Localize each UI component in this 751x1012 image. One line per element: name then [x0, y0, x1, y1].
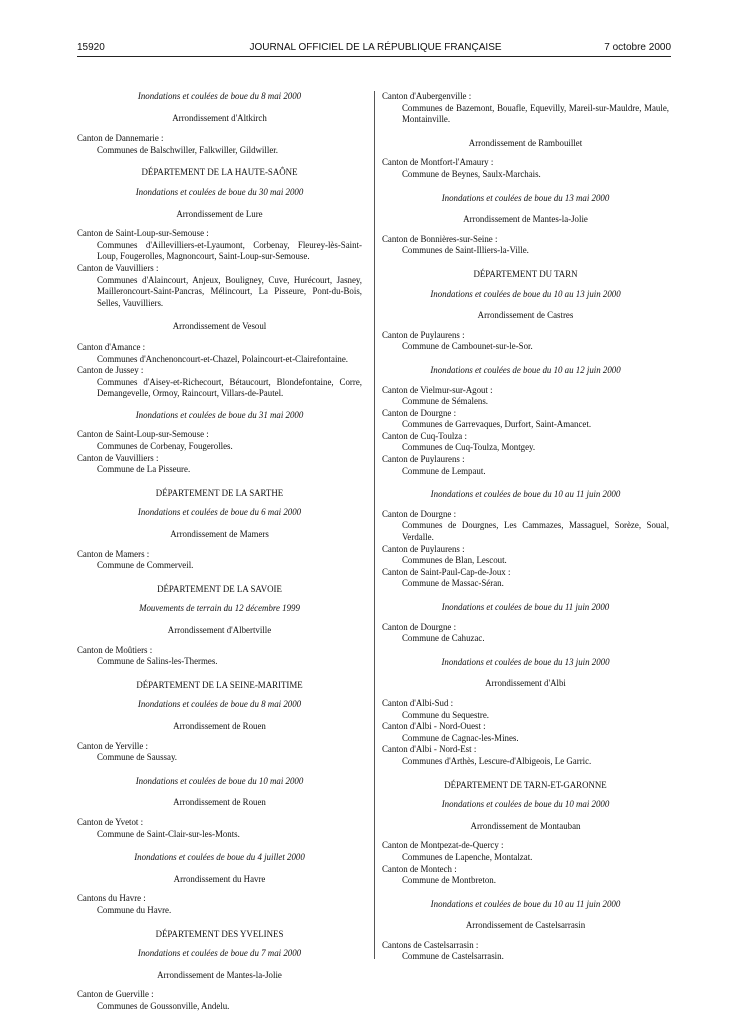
event-heading: Inondations et coulées de boue du 13 mai 2000 [441, 192, 610, 203]
arrondissement-heading: Arrondissement de Castres [477, 310, 574, 321]
arrondissement-heading: Arrondissement de Lure [176, 208, 263, 219]
left-column [77, 91, 362, 1012]
event-heading: Inondations et coulées de boue du 7 mai 2000 [137, 948, 302, 959]
communes-line: Commune de Cagnac-les-Mines. [402, 732, 519, 743]
canton-line: Canton de Montech : [382, 863, 457, 874]
arrondissement-heading: Arrondissement de Mantes-la-Jolie [157, 969, 282, 980]
communes-line: Communes de Garrevaques, Durfort, Saint-Amancet. [402, 419, 592, 430]
event-heading: Inondations et coulées de boue du 10 au 11 juin 2000 [430, 898, 621, 909]
department-heading: DÉPARTEMENT DES YVELINES [155, 928, 284, 939]
department-heading: DÉPARTEMENT DE TARN-ET-GARONNE [444, 779, 607, 790]
communes-line: Communes de Saint-Illiers-la-Ville. [402, 245, 529, 256]
event-heading: Inondations et coulées de boue du 13 juin 2000 [441, 656, 610, 667]
arrondissement-heading: Arrondissement de Rouen [173, 797, 266, 808]
canton-line: Canton de Vielmur-sur-Agout : [382, 384, 493, 395]
canton-line: Canton de Saint-Loup-sur-Semouse : [77, 429, 209, 440]
event-heading: Inondations et coulées de boue du 30 mai 2000 [135, 186, 304, 197]
canton-line: Canton de Montfort-l'Amaury : [382, 157, 494, 168]
communes-line: Communes de Lapenche, Montalzat. [402, 851, 533, 862]
event-heading: Inondations et coulées de boue du 10 mai 2000 [441, 799, 610, 810]
department-heading: DÉPARTEMENT DE LA SEINE-MARITIME [136, 679, 303, 690]
event-heading: Mouvements de terrain du 12 décembre 1999 [139, 603, 300, 614]
communes-line: Commune du Havre. [97, 904, 172, 915]
communes-line: Commune du Sequestre. [402, 709, 490, 720]
communes-line: Commune de Cahuzac. [402, 633, 485, 644]
communes-line: Commune de Cambounet-sur-le-Sor. [402, 341, 533, 352]
communes-line: Communes d'Anchenoncourt-et-Chazel, Polaincourt-et-Clairefontaine. [97, 353, 349, 364]
department-heading: DÉPARTEMENT DE LA HAUTE-SAÔNE [141, 167, 298, 178]
communes-line: Communes de Bazemont, Bouafle, Equevilly, Mareil-sur-Mauldre, Maule, Montainville. [402, 102, 669, 125]
canton-line: Canton de Guerville : [77, 989, 154, 1000]
communes-line: Communes d'Aisey-et-Richecourt, Bétaucourt, Blondefontaine, Corre, Demangevelle, Ormoy, Raincourt, Villars-de-Pautel. [97, 376, 362, 399]
communes-line: Commune de Sémalens. [402, 396, 489, 407]
canton-line: Canton de Puylaurens : [382, 454, 465, 465]
canton-line: Canton de Vauvilliers : [77, 262, 159, 273]
canton-line: Canton d'Amance : [77, 341, 146, 352]
canton-line: Cantons de Castelsarrasin : [382, 939, 479, 950]
arrondissement-heading: Arrondissement de Rambouillet [468, 137, 583, 148]
arrondissement-heading: Arrondissement de Mantes-la-Jolie [463, 214, 588, 225]
arrondissement-heading: Arrondissement d'Albi [485, 678, 566, 689]
communes-line: Commune de Commerveil. [97, 560, 194, 571]
canton-line: Canton de Bonnières-sur-Seine : [382, 233, 498, 244]
event-heading: Inondations et coulées de boue du 10 mai 2000 [135, 775, 304, 786]
arrondissement-heading: Arrondissement d'Altkirch [172, 112, 267, 123]
canton-line: Canton d'Aubergenville : [382, 91, 472, 101]
communes-line: Commune de Castelsarrasin. [402, 951, 504, 962]
event-heading: Inondations et coulées de boue du 6 mai 2000 [137, 507, 302, 518]
communes-line: Communes de Cuq-Toulza, Montgey. [402, 442, 536, 453]
canton-line: Canton de Dourgne : [382, 407, 457, 418]
canton-line: Canton de Jussey : [77, 365, 144, 376]
canton-line: Canton de Cuq-Toulza : [382, 430, 467, 441]
department-heading: DÉPARTEMENT DU TARN [473, 268, 578, 279]
event-heading: Inondations et coulées de boue du 8 mai 2000 [137, 699, 302, 710]
canton-line: Canton de Dourgne : [382, 508, 457, 519]
event-heading: Inondations et coulées de boue du 11 juin 2000 [441, 602, 610, 612]
canton-line: Canton de Saint-Paul-Cap-de-Joux : [382, 566, 511, 577]
canton-line: Cantons du Havre : [77, 893, 146, 904]
event-heading: Inondations et coulées de boue du 4 juillet 2000 [134, 852, 305, 863]
right-column [382, 91, 669, 963]
canton-line: Canton de Saint-Loup-sur-Semouse : [77, 228, 209, 239]
header-rule [77, 56, 671, 57]
canton-line: Canton de Mamers : [77, 548, 150, 559]
communes-line: Commune de Massac-Séran. [402, 578, 504, 589]
communes-line: Commune de Beynes, Saulx-Marchais. [402, 168, 541, 179]
communes-line: Communes d'Alaincourt, Anjeux, Bouligney, Cuve, Hurécourt, Jasney, Mailleroncourt-Saint-Pancras, Mélincourt, La Pisseure, Pont-du-Bois, Selles, Vauvilliers. [97, 274, 362, 308]
column-divider [374, 91, 375, 959]
canton-line: Canton d'Albi - Nord-Est : [382, 744, 477, 755]
event-heading: Inondations et coulées de boue du 10 au 11 juin 2000 [430, 489, 621, 500]
canton-line: Canton de Dourgne : [382, 621, 457, 632]
communes-line: Communes de Blan, Lescout. [402, 555, 507, 566]
communes-line: Commune de Montbreton. [402, 875, 496, 886]
event-heading: Inondations et coulées de boue du 8 mai 2000 [137, 91, 302, 101]
canton-line: Canton d'Albi - Nord-Ouest : [382, 721, 486, 732]
canton-line: Canton d'Albi-Sud : [382, 697, 454, 708]
communes-line: Communes d'Arthès, Lescure-d'Albigeois, Le Garric. [402, 755, 592, 766]
canton-line: Canton de Dannemarie : [77, 133, 164, 144]
page-number: 15920 [77, 42, 105, 53]
issue-date: 7 octobre 2000 [604, 42, 671, 53]
arrondissement-heading: Arrondissement de Mamers [170, 529, 269, 540]
journal-title: JOURNAL OFFICIEL DE LA RÉPUBLIQUE FRANÇAISE [249, 42, 502, 53]
communes-line: Communes d'Aillevilliers-et-Lyaumont, Corbenay, Fleurey-lès-Saint-Loup, Fougerolles, Magnoncourt, Saint-Loup-sur-Semouse. [97, 239, 362, 262]
department-heading: DÉPARTEMENT DE LA SARTHE [155, 487, 284, 498]
arrondissement-heading: Arrondissement du Havre [173, 873, 266, 884]
canton-line: Canton de Vauvilliers : [77, 452, 159, 463]
canton-line: Canton de Puylaurens : [382, 543, 465, 554]
canton-line: Canton de Montpezat-de-Quercy : [382, 840, 504, 851]
arrondissement-heading: Arrondissement de Rouen [173, 720, 266, 731]
communes-line: Commune de Salins-les-Thermes. [97, 656, 218, 667]
canton-line: Canton de Yvetot : [77, 816, 144, 827]
event-heading: Inondations et coulées de boue du 31 mai 2000 [135, 409, 304, 420]
communes-line: Commune de Saussay. [97, 752, 178, 763]
arrondissement-heading: Arrondissement de Vesoul [172, 321, 267, 332]
communes-line: Communes de Corbenay, Fougerolles. [97, 441, 233, 452]
communes-line: Communes de Balschwiller, Falkwiller, Gildwiller. [97, 144, 278, 155]
canton-line: Canton de Puylaurens : [382, 329, 465, 340]
canton-line: Canton de Moûtiers : [77, 644, 153, 655]
communes-line: Commune de Saint-Clair-sur-les-Monts. [97, 828, 240, 839]
communes-line: Communes de Dourgnes, Les Cammazes, Massaguel, Sorèze, Soual, Verdalle. [402, 520, 669, 543]
arrondissement-heading: Arrondissement de Castelsarrasin [465, 920, 586, 931]
event-heading: Inondations et coulées de boue du 10 au 13 juin 2000 [430, 288, 621, 299]
communes-line: Commune de Lempaut. [402, 465, 486, 476]
communes-line: Communes de Goussonville, Andelu. [97, 1000, 230, 1011]
department-heading: DÉPARTEMENT DE LA SAVOIE [157, 583, 282, 594]
arrondissement-heading: Arrondissement de Montauban [470, 820, 581, 831]
arrondissement-heading: Arrondissement d'Albertville [167, 625, 272, 635]
communes-line: Commune de La Pisseure. [97, 464, 191, 475]
canton-line: Canton de Yerville : [77, 740, 148, 751]
event-heading: Inondations et coulées de boue du 10 au 12 juin 2000 [430, 364, 621, 375]
